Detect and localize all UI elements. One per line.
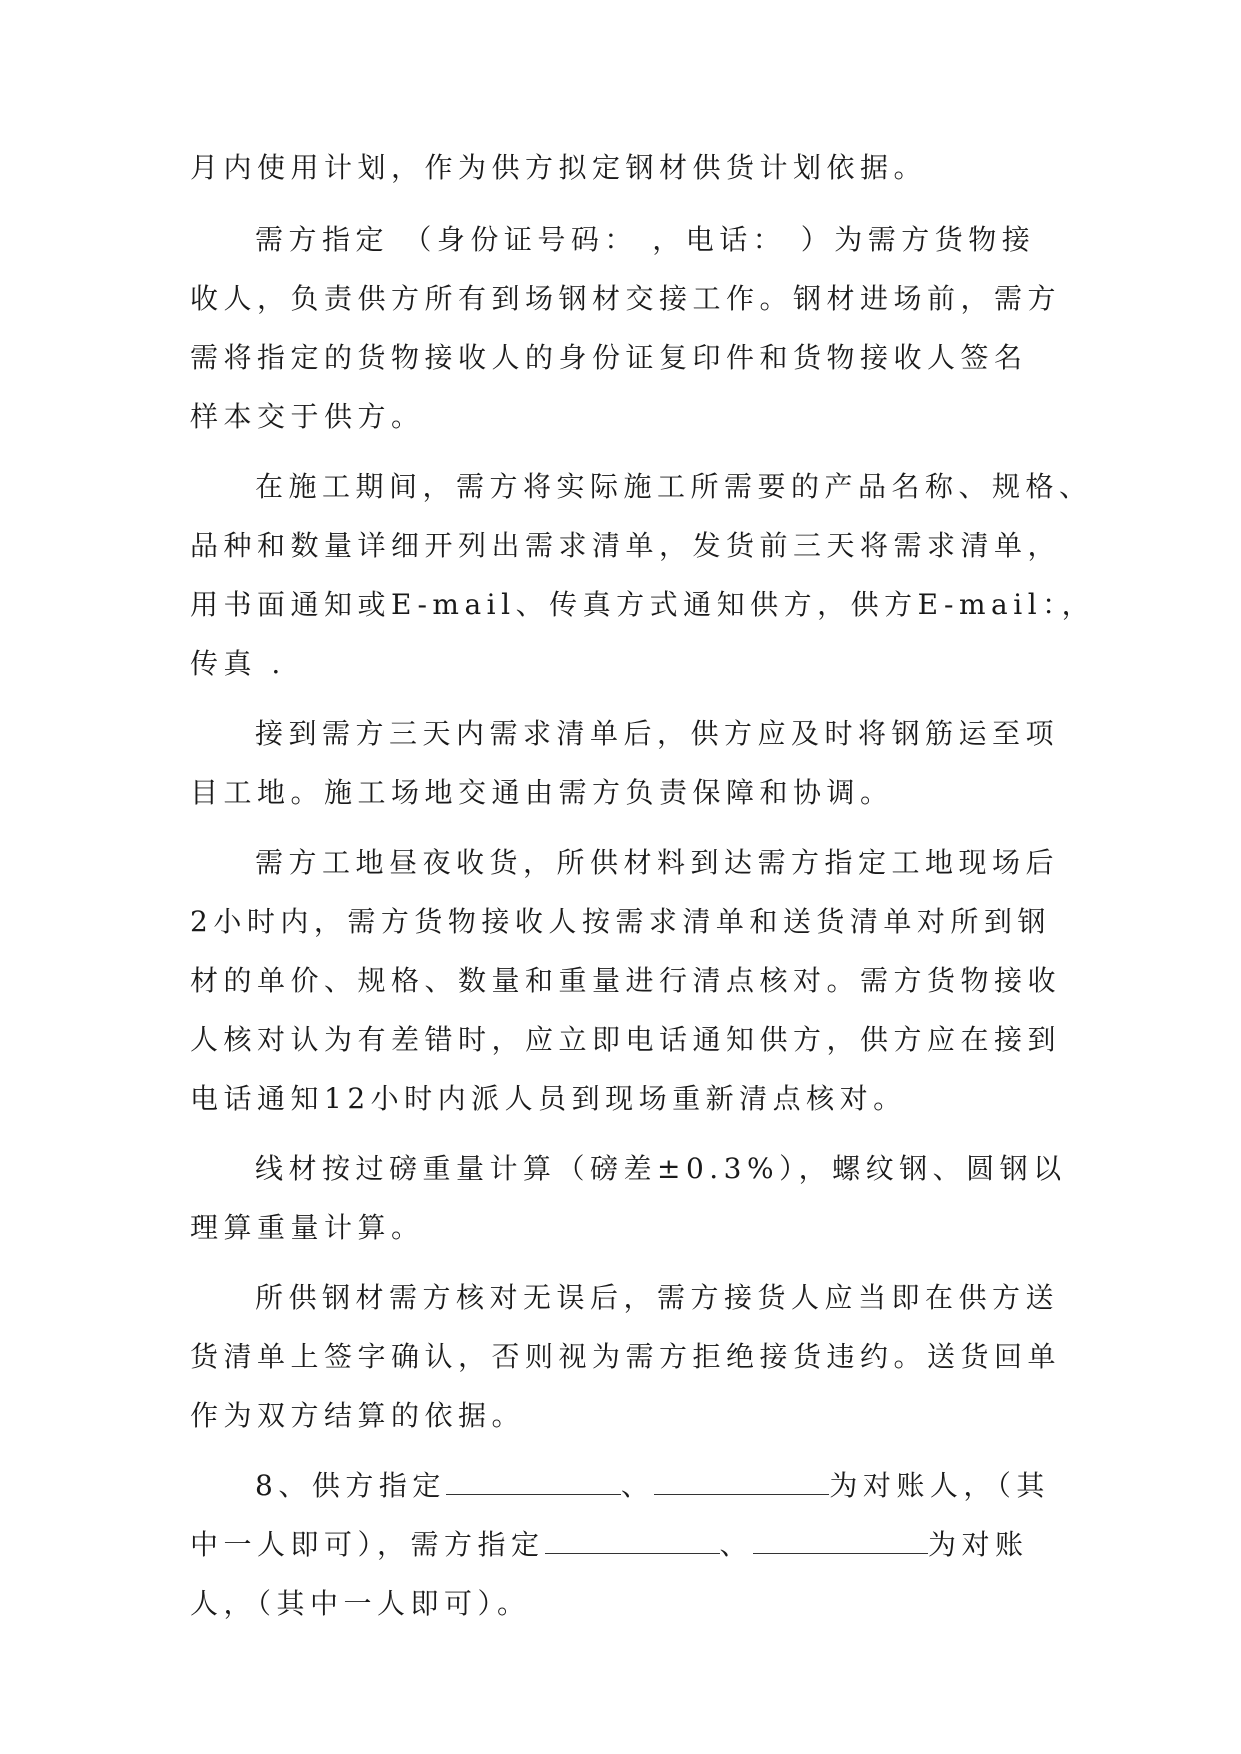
text-line-12: 需方工地昼夜收货，所供材料到达需方指定工地现场后 <box>255 846 1060 879</box>
text-line-2: 需方指定 （身份证号码： ，电话： ）为需方货物接 <box>255 223 1036 256</box>
text-line-16: 电话通知12小时内派人员到现场重新清点核对。 <box>190 1082 907 1115</box>
text-line-6: 在施工期间，需方将实际施工所需要的产品名称、规格、 <box>255 470 1093 503</box>
text-line-17: 线材按过磅重量计算（磅差±0.3%），螺纹钢、圆钢以 <box>255 1152 1067 1185</box>
text-line-5: 样本交于供方。 <box>190 400 425 433</box>
blank-field-supplier-1[interactable] <box>446 1466 621 1495</box>
blank-field-buyer-1[interactable] <box>545 1525 720 1554</box>
item8-reconciler-text: 为对账人，（其 <box>829 1469 1050 1502</box>
item8-reconciler-text-2: 为对账 <box>928 1528 1029 1561</box>
text-line-9: 传真 . <box>190 647 286 680</box>
item8-label-supplier: 8、供方指定 <box>255 1469 446 1502</box>
item8-line-2 <box>190 1525 1029 1565</box>
item8-label-buyer: 中一人即可），需方指定 <box>190 1528 545 1561</box>
text-line-19: 所供钢材需方核对无误后，需方接货人应当即在供方送 <box>255 1281 1060 1314</box>
blank-field-supplier-2[interactable] <box>654 1466 829 1495</box>
text-line-4: 需将指定的货物接收人的身份证复印件和货物接收人签名 <box>190 341 1028 374</box>
item8-separator-2: 、 <box>719 1528 754 1561</box>
text-line-18: 理算重量计算。 <box>190 1211 425 1244</box>
item8-line-3: 人，（其中一人即可）。 <box>190 1587 531 1620</box>
item8-line-1 <box>255 1466 1050 1506</box>
text-line-7: 品种和数量详细开列出需求清单，发货前三天将需求清单， <box>190 529 1062 562</box>
blank-field-buyer-2[interactable] <box>753 1525 928 1554</box>
text-line-1: 月内使用计划，作为供方拟定钢材供货计划依据。 <box>190 151 928 184</box>
text-line-11: 目工地。施工场地交通由需方负责保障和协调。 <box>190 776 894 809</box>
text-line-21: 作为双方结算的依据。 <box>190 1399 526 1432</box>
text-line-15: 人核对认为有差错时，应立即电话通知供方，供方应在接到 <box>190 1023 1062 1056</box>
text-line-10: 接到需方三天内需求清单后，供方应及时将钢筋运至项 <box>255 717 1060 750</box>
text-line-20: 货清单上签字确认，否则视为需方拒绝接货违约。送货回单 <box>190 1340 1062 1373</box>
text-line-8: 用书面通知或E-mail、传真方式通知供方，供方E-mail：， <box>190 588 1096 621</box>
text-line-3: 收人，负责供方所有到场钢材交接工作。钢材进场前，需方 <box>190 282 1062 315</box>
text-line-13: 2小时内，需方货物接收人按需求清单和送货清单对所到钢 <box>190 905 1051 938</box>
item8-separator: 、 <box>620 1469 655 1502</box>
text-line-14: 材的单价、规格、数量和重量进行清点核对。需方货物接收 <box>190 964 1062 997</box>
